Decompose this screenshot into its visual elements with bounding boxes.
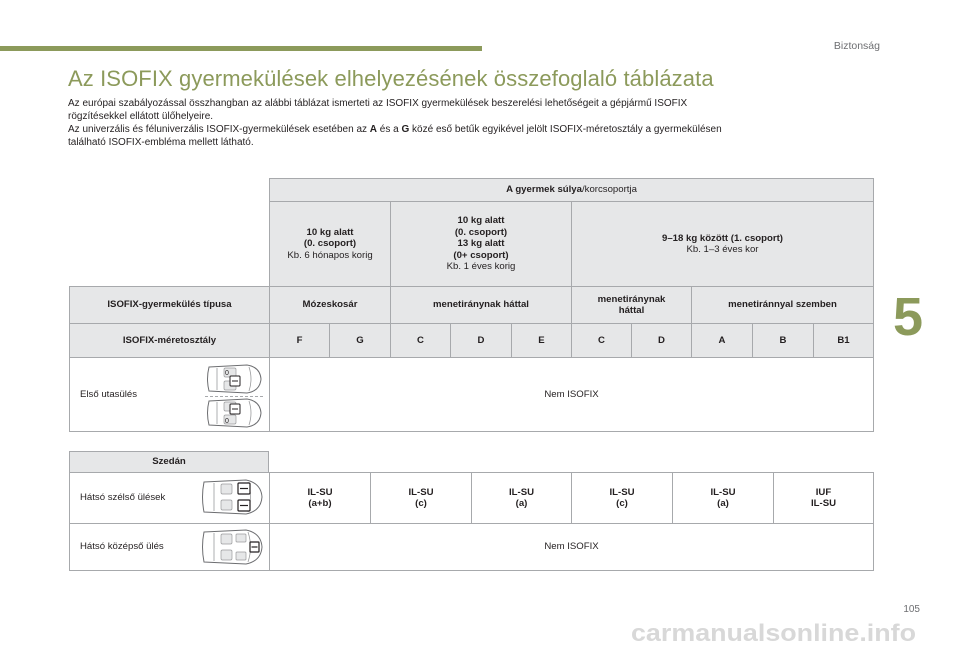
intro-text bbox=[68, 97, 868, 149]
car-rear-outer-seats-icon bbox=[200, 477, 264, 517]
intro-line-1: Az európai szabályozással összhangban az alábbi táblázat ismerteti az ISOFIX gyermekülések beszerelési lehetőségeit a gépjármű ISOFIX bbox=[68, 98, 688, 109]
rear-outer-value-line-1: IUF bbox=[815, 486, 832, 498]
group-1-weight: 9–18 kg között (1. csoport) bbox=[661, 232, 783, 244]
rear-outer-value-line-1: IL-SU bbox=[710, 486, 736, 498]
size-class-cell: B bbox=[752, 323, 813, 357]
group-0plus-weight-1: 10 kg alatt bbox=[457, 215, 505, 227]
intro-line-3 bbox=[68, 123, 868, 136]
rear-outer-value bbox=[269, 472, 370, 523]
rear-outer-value-line-2: IL-SU bbox=[810, 498, 837, 509]
size-class-cell: D bbox=[631, 323, 691, 357]
page-title: Az ISOFIX gyermekülések elhelyezésének összefoglaló táblázata bbox=[68, 66, 714, 91]
size-row-label: ISOFIX-méretosztály bbox=[69, 323, 269, 357]
weight-header bbox=[269, 178, 874, 201]
front-seat-label: Első utasülés bbox=[80, 388, 138, 400]
type-rear-facing-1: menetiránynak háttal bbox=[390, 286, 571, 323]
rear-outer-value-line-1: IL-SU bbox=[408, 486, 434, 498]
rear-middle-label: Hátsó középső ülés bbox=[80, 541, 164, 553]
rear-outer-value bbox=[471, 472, 571, 523]
front-seat-value: Nem ISOFIX bbox=[269, 357, 874, 432]
weight-header-rest: /korcsoportja bbox=[581, 184, 637, 196]
type-rear-facing-2-line-1: menetiránynak bbox=[597, 293, 666, 305]
rear-outer-value-line-2: (a) bbox=[717, 498, 729, 509]
size-class-cell: A bbox=[691, 323, 752, 357]
group-1-age: Kb. 1–3 éves kor bbox=[686, 244, 759, 255]
size-class-cell: C bbox=[571, 323, 631, 357]
weight-header-text bbox=[506, 184, 637, 196]
rear-outer-value-line-2: (a+b) bbox=[308, 498, 332, 509]
intro-line-3a: Az univerzális és féluniverzális ISOFIX-gyermekülések esetében az bbox=[68, 124, 370, 135]
section-label: Biztonság bbox=[833, 40, 880, 52]
rear-outer-value bbox=[370, 472, 471, 523]
intro-line-2: rögzítésekkel ellátott ülőhelyeire. bbox=[68, 111, 214, 122]
weight-header-bold: A gyermek súlya bbox=[506, 184, 582, 196]
rear-outer-value bbox=[672, 472, 773, 523]
page-number: 105 bbox=[903, 604, 920, 615]
svg-text:0: 0 bbox=[225, 370, 229, 377]
car-front-passenger-seat-icon bbox=[205, 363, 263, 395]
sedan-header: Szedán bbox=[69, 451, 269, 472]
group-0-age: Kb. 6 hónapos korig bbox=[287, 249, 373, 261]
group-0-weight: 10 kg alatt bbox=[306, 226, 354, 238]
header-accent-bar bbox=[0, 46, 482, 51]
size-class-cell: E bbox=[511, 323, 571, 357]
rear-outer-value bbox=[571, 472, 672, 523]
intro-line-3e: közé eső betűk egyikével jelölt ISOFIX-méretosztály a gyermekülésen bbox=[409, 124, 722, 135]
group-0-header bbox=[269, 201, 390, 286]
watermark-text: carmanualsonline.info bbox=[631, 620, 916, 646]
intro-class-a: A bbox=[369, 124, 378, 135]
size-class-cell: F bbox=[269, 323, 329, 357]
group-0plus-weight-2: 13 kg alatt bbox=[457, 238, 505, 250]
front-seat-icon-divider bbox=[205, 396, 263, 397]
type-rear-facing-2-line-2: háttal bbox=[618, 305, 645, 316]
watermark-logo bbox=[631, 620, 916, 646]
intro-line-4: található ISOFIX-embléma mellett látható. bbox=[68, 137, 254, 148]
rear-outer-value-line-2: (c) bbox=[616, 498, 628, 509]
group-0plus-age: Kb. 1 éves korig bbox=[446, 261, 516, 273]
intro-class-g: G bbox=[401, 124, 410, 135]
rear-middle-value: Nem ISOFIX bbox=[269, 523, 874, 571]
group-0plus-group-2: (0+ csoport) bbox=[453, 249, 509, 261]
rear-outer-value bbox=[773, 472, 874, 523]
group-1-header bbox=[571, 201, 874, 286]
intro-line-3c: és a bbox=[377, 124, 402, 135]
type-carrycot: Mózeskosár bbox=[269, 286, 390, 323]
rear-outer-value-line-1: IL-SU bbox=[307, 486, 333, 498]
group-0plus-group-1: (0. csoport) bbox=[454, 226, 508, 238]
group-0-group: (0. csoport) bbox=[303, 238, 357, 250]
chapter-number: 5 bbox=[893, 287, 924, 347]
size-class-cell: C bbox=[390, 323, 450, 357]
svg-text:0: 0 bbox=[225, 418, 229, 425]
size-class-cell: D bbox=[450, 323, 511, 357]
rear-outer-value-line-1: IL-SU bbox=[609, 486, 635, 498]
type-rear-facing-2 bbox=[571, 286, 691, 323]
size-class-cell: G bbox=[329, 323, 390, 357]
rear-outer-label: Hátsó szélső ülések bbox=[80, 492, 166, 504]
car-rear-middle-seat-icon bbox=[200, 527, 264, 567]
group-0plus-header bbox=[390, 201, 571, 286]
rear-outer-value-line-2: (c) bbox=[415, 498, 427, 509]
size-class-cell: B1 bbox=[813, 323, 874, 357]
type-row-label: ISOFIX-gyermekülés típusa bbox=[69, 286, 269, 323]
rear-outer-value-line-2: (a) bbox=[515, 498, 528, 509]
car-front-passenger-seat-icon bbox=[205, 397, 263, 429]
rear-outer-value-line-1: IL-SU bbox=[508, 486, 535, 498]
type-forward-facing: menetiránnyal szemben bbox=[691, 286, 874, 323]
